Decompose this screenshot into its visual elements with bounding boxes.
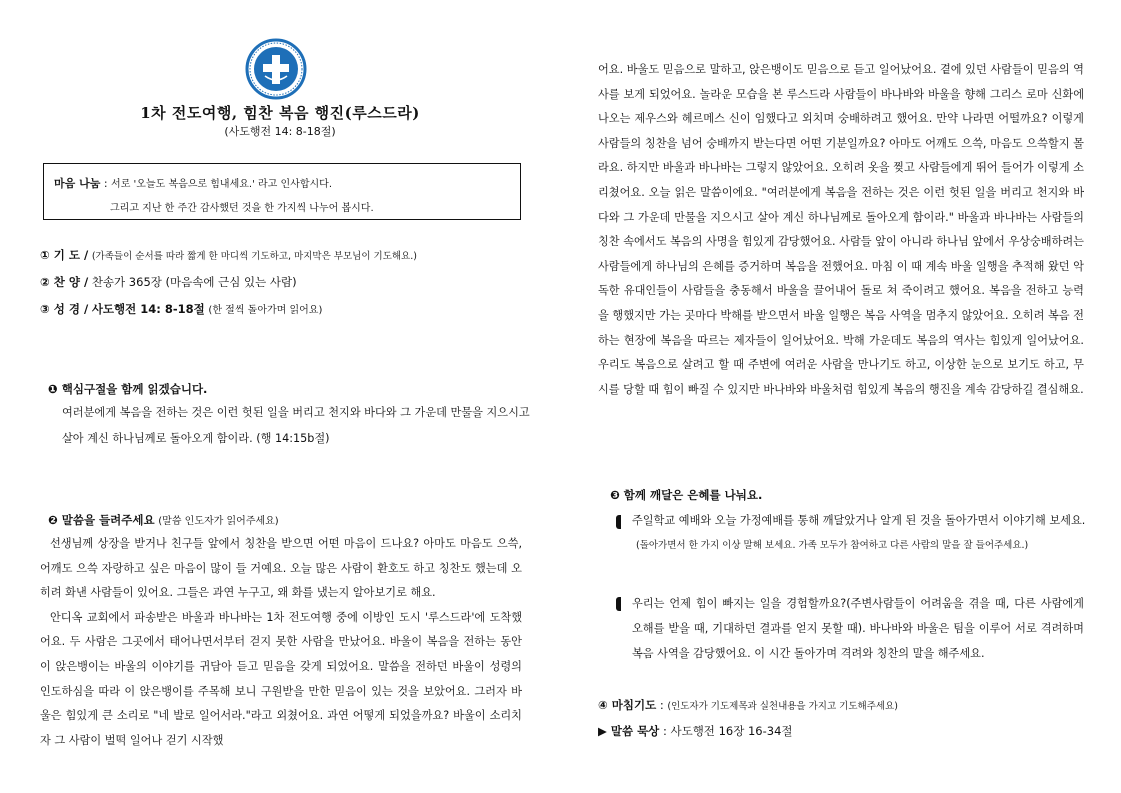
order-prayer-label: ① 기 도 / xyxy=(40,248,89,262)
section1-verse-line-2: 살아 계신 하나님께로 돌아오게 함이라. (행 14:15b절) xyxy=(62,432,330,445)
order-hymn-text: 찬송가 365장 (마음속에 근심 있는 사람) xyxy=(91,275,297,289)
question-1-text: 주일학교 예배와 오늘 가정예배를 통해 깨달았거나 알게 된 것을 돌아가면서 이야기해 보세요. xyxy=(632,514,1086,527)
church-logo-icon xyxy=(245,38,307,100)
closing-prayer-label: ④ 마침기도 xyxy=(598,698,657,712)
order-scripture xyxy=(40,301,322,317)
section1-heading: ❶ 핵심구절을 함께 읽겠습니다. xyxy=(48,382,208,396)
share-line-1 xyxy=(54,175,332,191)
section2-paragraph-3: 어요. 바울도 믿음으로 말하고, 앉은뱅이도 믿음으로 듣고 일어났어요. 곁에 있던 사람들이 믿음의 역사를 보게 되었어요. 놀라운 모습을 본 루스드라 사람들이 바나바와 바울을 향해 그리스 로마 신화에 나오는 제우스와 헤르메스 신이 임했다고 외치며 숭배하려고 했어요. 만약 나라면 어떨까요? 이렇게 사람들의 칭찬을 넘어 숭배까지 받는다면 어떤 기분일까요? 아마도 어깨도 으쓱, 마음도 으쓱할지 몰라요. 하지만 바울과 바나바는 그렇지 않았어요. 오히려 옷을 찢고 사람들에게 뛰어 들어가 이렇게 소리쳤어요. 오늘 읽은 말씀이에요. "여러분에게 복음을 전하는 것은 이런 헛된 일을 버리고 천지와 바다와 그 가운데 만물을 지으시고 살아 계신 하나님께로 돌아오게 함이라." 바울과 바나바는 사람들의 칭찬 속에서도 복음의 사명을 힘있게 감당했어요. 사람들 앞이 아니라 하나님 앞에서 우상숭배하려는 사람들에게 하나님의 은혜를 증거하며 복음을 전했어요. 마침 이 때 계속 바울 일행을 추적해 왔던 악독한 유대인들이 사람들을 충동해서 바울을 끌어내어 돌로 쳐 죽이려고 했어요. 복음을 전하고 능력을 행했지만 가는 곳마다 박해를 받으면서 바울 일행은 복음 사역을 멈추지 않았어요. 오히려 복음 전하는 현장에 복음을 따르는 제자들이 일어났어요. 박해 가운데도 복음의 역사는 힘있게 일어났어요. 우리도 복음으로 살려고 할 때 주변에 여러운 사람을 만나기도 하고, 이상한 눈으로 보기도 하고, 무시를 당할 때 힘이 빠질 수 있지만 바나바와 바울처럼 힘있게 복음의 행진을 계속 감당하길 결심해요. xyxy=(598,63,1084,396)
question-2 xyxy=(616,591,1084,666)
section2-note: (말씀 인도자가 읽어주세요) xyxy=(158,516,279,527)
share-text-1: 서로 '오늘도 복음으로 힘내세요.' 라고 인사합시다. xyxy=(111,179,332,190)
closing-prayer-separator: : xyxy=(656,698,668,712)
bullet-icon xyxy=(616,597,621,611)
bullet-icon xyxy=(616,515,621,529)
section2-heading xyxy=(48,512,279,528)
section2-paragraph-1: 선생님께 상장을 받거나 친구들 앞에서 칭찬을 받으면 어떤 마음이 드나요? 아마도 마음도 으쓱, 어깨도 으쓱 자랑하고 싶은 마음이 많이 들 거예요. 오늘 많은 사람이 환호도 하고 칭찬도 했는데 오히려 화낸 사람들이 있어요. 그들은 과연 누구고, 왜 화를 냈는지 알아보기로 해요. xyxy=(40,537,522,600)
share-label: 마음 나눔 xyxy=(54,177,101,190)
page-subtitle: (사도행전 14: 8-18절) xyxy=(224,125,336,138)
share-box xyxy=(43,163,521,220)
meditation-label: ▶ 말씀 묵상 xyxy=(598,724,660,738)
section3-heading: ❸ 함께 깨달은 은혜를 나눠요. xyxy=(610,488,763,502)
page-title: 1차 전도여행, 힘찬 복음 행진(루스드라) xyxy=(140,104,420,122)
question-2-text: 우리는 언제 힘이 빠지는 일을 경험할까요?(주변사람들이 어려움을 겪을 때, 다른 사람에게 오해를 받을 때, 기대하던 결과를 얻지 못할 때). 바나바와 바울은 팀을 이루어 서로 격려하며 복음 사역을 감당했어요. 이 시간 돌아가며 격려와 칭찬의 말을 해주세요. xyxy=(632,597,1084,660)
section2-title: ❷ 말씀을 들려주세요 xyxy=(48,513,155,527)
order-scripture-label: ③ 성 경 / xyxy=(40,302,89,316)
meditation-text: 사도행전 16장 16-34절 xyxy=(670,724,793,738)
question-1 xyxy=(616,512,1084,551)
section2-body-right xyxy=(598,58,1084,402)
order-hymn-label: ② 찬 양 / xyxy=(40,275,89,289)
order-scripture-note: (한 절씩 돌아가며 읽어요) xyxy=(208,305,323,316)
section1-verse-line-1: 여러분에게 복음을 전하는 것은 이런 헛된 일을 버리고 천지와 바다와 그 가운데 만물을 지으시고 xyxy=(62,406,530,419)
section1-verse xyxy=(62,400,530,452)
order-prayer-note: (가족들이 순서를 따라 짧게 한 마디씩 기도하고, 마지막은 부모님이 기도해요.) xyxy=(91,251,417,262)
order-scripture-text: 사도행전 14: 8-18절 xyxy=(91,302,205,316)
order-prayer xyxy=(40,247,417,263)
section2-body-left xyxy=(40,532,522,753)
question-1-note: (돌아가면서 한 가지 이상 말해 보세요. 가족 모두가 참여하고 다른 사람의 말을 잘 들어주세요.) xyxy=(636,540,1029,551)
closing-prayer-note: (인도자가 기도제목과 실천내용을 가지고 기도해주세요) xyxy=(667,701,898,712)
order-hymn xyxy=(40,274,297,290)
share-separator: : xyxy=(100,177,112,190)
section2-paragraph-2: 안디옥 교회에서 파송받은 바울과 바나바는 1차 전도여행 중에 이방인 도시 '루스드라'에 도착했어요. 두 사람은 그곳에서 태어나면서부터 걷지 못한 사람을 만났어요. 바울이 복음을 전하는 동안 이 앉은뱅이는 바울의 이야기를 귀담아 듣고 믿음을 갖게 되었어요. 말씀을 전하던 바울이 성령의 인도하심을 따라 이 앉은뱅이를 주목해 보니 구원받을 만한 믿음이 있는 것을 보았어요. 그러자 바울은 힘있게 큰 소리로 "네 발로 일어서라."라고 외쳤어요. 과연 어떻게 되었을까요? 바울이 소리치자 그 사람이 벌떡 일어나 걷기 시작했 xyxy=(40,610,522,747)
meditation: ▶ 말씀 묵상 : 사도행전 16장 16-34절 xyxy=(598,724,793,738)
closing-prayer xyxy=(598,697,898,713)
share-text-2: 그리고 지난 한 주간 감사했던 것을 한 가지씩 나누어 봅시다. xyxy=(110,203,374,214)
